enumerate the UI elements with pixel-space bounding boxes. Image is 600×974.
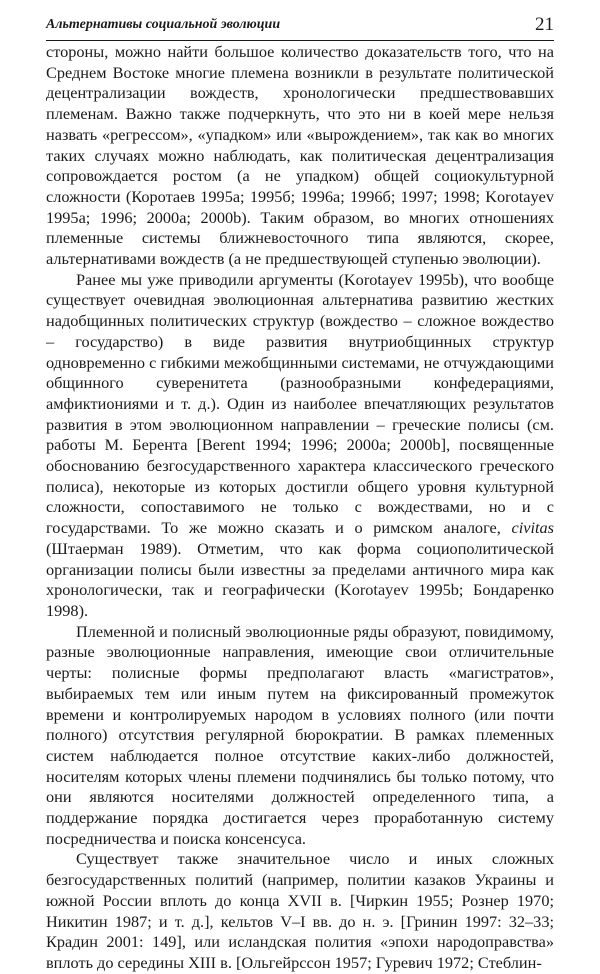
paragraph xyxy=(46,42,554,270)
page-number: 21 xyxy=(535,14,554,35)
text-span: (Штаерман 1989). Отметим, что как форма социополитической организации полисы были известны за пределами античного мира как хронологически, так и географически (Korotayev 1995b; Бондаренко 1998). xyxy=(46,538,554,620)
running-head: Альтернативы социальной эволюции xyxy=(46,17,281,32)
paragraph xyxy=(46,622,554,850)
text-span: Ранее мы уже приводили аргументы (Korotayev 1995b), что вообще существует очевидная эволюционная альтернатива развитию жестких надобщинных политических структур (вождество – сложное вождество – государство) в виде развития внутриобщинных структур одновременно с гибкими межобщинными системами, не отчуждающими общинного суверенитета (разнообразными конфедерациями, амфиктиониями и т. д.). Один из наиболее впечатляющих результатов развития в этом эволюционном направлении – греческие полисы (см. работы М. Берента [Berent 1994; 1996; 2000a; 2000b], посвященные обоснованию безгосударственного характера классического греческого полиса), некоторые из которых достигли общего уровня культурной сложности, сопоставимого не только с вождествами, но и с государствами. То же можно сказать и о римском аналоге, xyxy=(46,269,554,538)
text-span: Существует также значительное число и иных сложных безгосударственных политий (например, политии казаков Украины и южной России вплоть до конца XVII в. [Чиркин 1955; Рознер 1970; Никитин 1987; и т. д.], кельтов V–I вв. до н. э. [Гринин 1997: 32–33; Крадин 2001: 149], или исландская полития «эпохи народоправства» вплоть до середины XIII в. [Ольгейрссон 1957; Гуревич 1972; Стеблин- xyxy=(46,849,554,972)
page-header xyxy=(46,14,554,41)
text-span: стороны, можно найти большое количество доказательств того, что на Среднем Востоке многие племена возникли в результате политической децентрализации вождеств, хронологически предшествовавших племенам. Важно также подчеркнуть, что это ни в коей мере нельзя назвать «регрессом», «упадком» или «вырождением», так как во многих таких случаях можно наблюдать, как политическая децентрализация сопровождается ростом (а не упадком) общей социокультурной сложности (Коротаев 1995а; 1995б; 1996а; 1996б; 1997; 1998; Korotayev 1995a; 1996; 2000a; 2000b). Таким образом, во многих отношениях племенные системы ближневосточного типа являются, скорее, альтернативами вождеств (а не предшествующей ступенью эволюции). xyxy=(46,42,554,269)
text-span: Племенной и полисный эволюционные ряды образуют, повидимому, разные эволюционные направления, имеющие свои отличительные черты: полисные формы предполагают власть «магистратов», выбираемых тем или иным путем на фиксированный промежуток времени и контролируемых народом в условиях полного (или почти полного) отсутствия регулярной бюрократии. В рамках племенных систем наблюдается полное отсутствие каких-либо должностей, носителям которых члены племени подчинялись бы только потому, что они являются носителями должностей определенного типа, а поддержание порядка достигается через проработанную систему посредничества и поиска консенсуса. xyxy=(46,621,554,848)
body-text xyxy=(46,42,554,974)
paragraph xyxy=(46,270,554,622)
paragraph xyxy=(46,849,554,973)
italic-term: civitas xyxy=(511,518,554,538)
